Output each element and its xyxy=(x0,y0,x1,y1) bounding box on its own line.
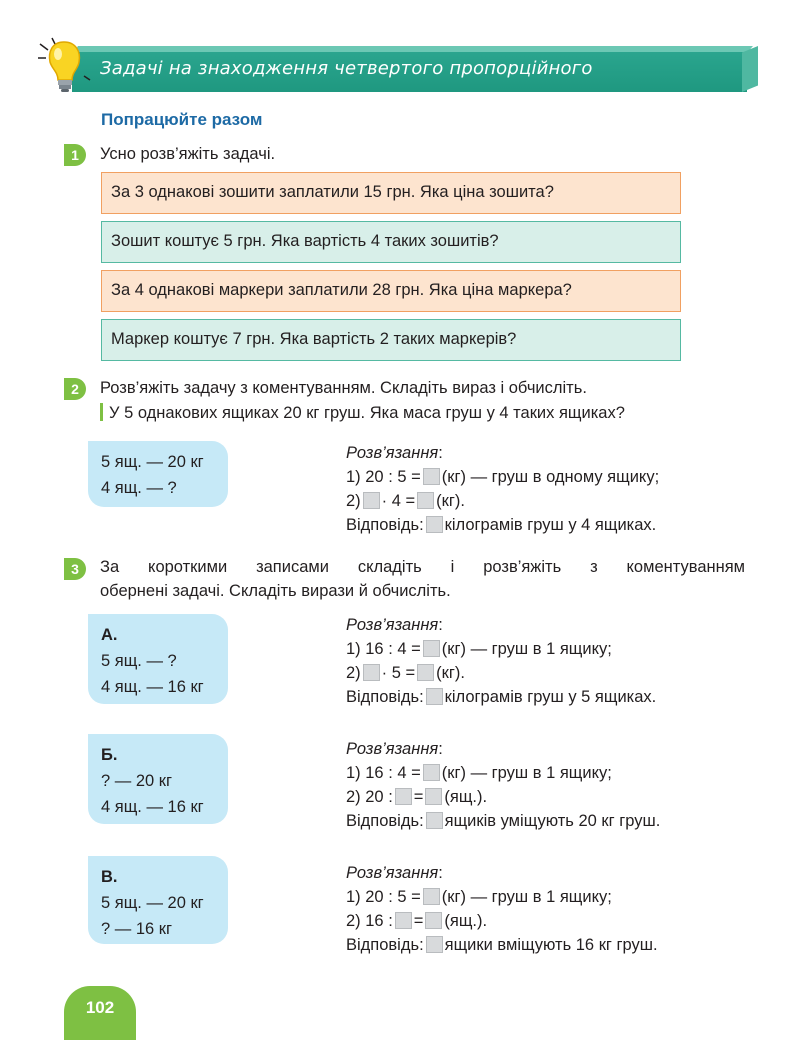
step-text: = xyxy=(413,788,424,806)
step-text: (кг) — груш в 1 ящику; xyxy=(441,764,612,782)
task2-instruction: Розв’яжіть задачу з коментуванням. Складіть вираз і обчисліть. xyxy=(100,379,587,397)
banner-end-face xyxy=(742,46,758,92)
step-text: · 5 = xyxy=(381,664,416,682)
answer-cell[interactable] xyxy=(395,912,412,929)
note-line: 4 ящ. — 16 кг xyxy=(101,798,204,816)
answer-cell[interactable] xyxy=(425,912,442,929)
short-note-b xyxy=(88,734,228,824)
note-line: 4 ящ. — 16 кг xyxy=(101,678,204,696)
task-number-badge: 3 xyxy=(64,558,86,580)
answer-cell[interactable] xyxy=(423,468,440,485)
page-number: 102 xyxy=(64,986,136,1040)
answer-cell[interactable] xyxy=(417,664,434,681)
note-label: В. xyxy=(101,868,118,886)
answer-label: Відповідь: xyxy=(346,936,424,954)
solution-block: Розв’язання: 1) 20 : 5 = (кг) — груш в одному ящику; 2) · 4 = (кг). Відповідь: кілограмів груш у 4 ящиках. xyxy=(346,444,660,534)
answer-cell[interactable] xyxy=(395,788,412,805)
step-text: (кг). xyxy=(436,664,465,682)
note-line: ? — 20 кг xyxy=(101,772,173,790)
step-text: (ящ.). xyxy=(444,788,488,806)
task-number-badge: 1 xyxy=(64,144,86,166)
answer-cell[interactable] xyxy=(426,688,443,705)
answer-text: кілограмів груш у 4 ящиках. xyxy=(444,516,657,534)
task3-instruction-line1: За короткими записами складіть і розв’яжіть з коментуванням xyxy=(100,558,745,576)
solution-block-c: Розв’язання: 1) 20 : 5 = (кг) — груш в 1 ящику; 2) 16 : = (ящ.). Відповідь: ящики вміщують 16 кг груш. xyxy=(346,864,658,954)
task2-problem-text: У 5 однакових ящиках 20 кг груш. Яка маса груш у 4 таких ящиках? xyxy=(109,404,625,422)
note-line: ? — 16 кг xyxy=(101,920,173,938)
work-together-heading: Попрацюйте разом xyxy=(101,110,263,129)
section-title: Задачі на знаходження четвертого пропорційного xyxy=(100,58,593,79)
answer-text: ящики вміщують 16 кг груш. xyxy=(444,936,658,954)
short-note-c xyxy=(88,856,228,944)
answer-label: Відповідь: xyxy=(346,688,424,706)
note-line: 5 ящ. — 20 кг xyxy=(101,453,204,471)
step-text: = xyxy=(413,912,424,930)
task1-problem-3: За 4 однакові маркери заплатили 28 грн. Яка ціна маркера? xyxy=(101,270,681,312)
answer-label: Відповідь: xyxy=(346,812,424,830)
step-text: (кг) — груш в 1 ящику; xyxy=(441,888,612,906)
step-text: 2) xyxy=(346,492,361,510)
answer-cell[interactable] xyxy=(423,888,440,905)
step-text: (кг). xyxy=(436,492,465,510)
note-label: А. xyxy=(101,626,118,644)
task1-problem-1: За 3 однакові зошити заплатили 15 грн. Яка ціна зошита? xyxy=(101,172,681,214)
solution-title: Розв’язання xyxy=(346,740,439,758)
step-text: · 4 = xyxy=(381,492,416,510)
step-text: 1) 20 : 5 = xyxy=(346,468,421,486)
section-banner xyxy=(72,44,762,92)
step-text: 2) xyxy=(346,664,361,682)
answer-cell[interactable] xyxy=(426,936,443,953)
answer-cell[interactable] xyxy=(363,492,380,509)
solution-title: Розв’язання xyxy=(346,444,439,462)
note-line: 4 ящ. — ? xyxy=(101,479,177,497)
answer-cell[interactable] xyxy=(417,492,434,509)
short-note-a xyxy=(88,614,228,704)
answer-cell[interactable] xyxy=(423,764,440,781)
step-text: (кг) — груш в одному ящику; xyxy=(441,468,660,486)
step-text: 1) 20 : 5 = xyxy=(346,888,421,906)
task2-problem xyxy=(100,402,625,425)
step-text: 1) 16 : 4 = xyxy=(346,764,421,782)
solution-block-b: Розв’язання: 1) 16 : 4 = (кг) — груш в 1 ящику; 2) 20 : = (ящ.). Відповідь: ящиків уміщують 20 кг груш. xyxy=(346,740,661,830)
note-label: Б. xyxy=(101,746,118,764)
task1-problem-4: Маркер коштує 7 грн. Яка вартість 2 таких маркерів? xyxy=(101,319,681,361)
solution-title: Розв’язання xyxy=(346,616,439,634)
note-line: 5 ящ. — ? xyxy=(101,652,177,670)
task1-instruction: Усно розв’яжіть задачі. xyxy=(100,145,276,163)
task-number-badge: 2 xyxy=(64,378,86,400)
accent-bar xyxy=(100,403,103,421)
answer-label: Відповідь: xyxy=(346,516,424,534)
step-text: 2) 20 : xyxy=(346,788,393,806)
solution-title: Розв’язання xyxy=(346,864,439,882)
answer-text: кілограмів груш у 5 ящиках. xyxy=(444,688,657,706)
note-line: 5 ящ. — 20 кг xyxy=(101,894,204,912)
lightbulb-icon xyxy=(36,36,92,96)
step-text: 1) 16 : 4 = xyxy=(346,640,421,658)
answer-text: ящиків уміщують 20 кг груш. xyxy=(444,812,661,830)
answer-cell[interactable] xyxy=(423,640,440,657)
answer-cell[interactable] xyxy=(425,788,442,805)
answer-cell[interactable] xyxy=(426,812,443,829)
solution-block-a: Розв’язання: 1) 16 : 4 = (кг) — груш в 1 ящику; 2) · 5 = (кг). Відповідь: кілограмів груш у 5 ящиках. xyxy=(346,616,657,706)
step-text: 2) 16 : xyxy=(346,912,393,930)
step-text: (кг) — груш в 1 ящику; xyxy=(441,640,612,658)
short-note xyxy=(88,441,228,507)
answer-cell[interactable] xyxy=(363,664,380,681)
answer-cell[interactable] xyxy=(426,516,443,533)
task3-instruction-line2: обернені задачі. Складіть вирази й обчисліть. xyxy=(100,582,451,600)
step-text: (ящ.). xyxy=(444,912,488,930)
task1-problem-2: Зошит коштує 5 грн. Яка вартість 4 таких зошитів? xyxy=(101,221,681,263)
